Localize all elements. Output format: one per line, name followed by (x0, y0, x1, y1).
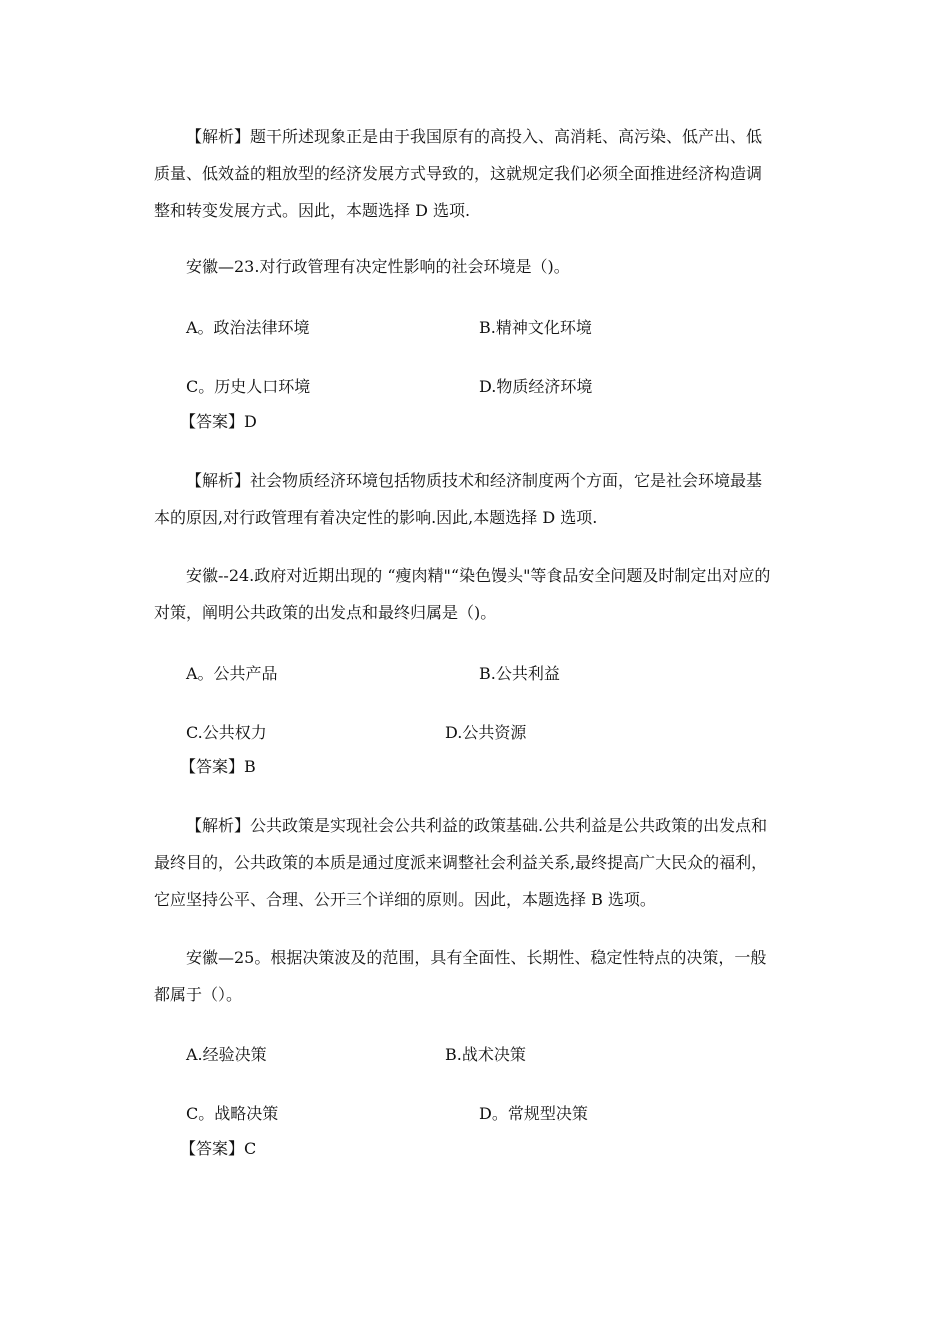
analysis-line: 本的原因,对行政管理有着决定性的影响.因此,本题选择 D 选项. (154, 508, 598, 527)
option-d: D。常规型决策 (479, 1104, 588, 1123)
answer-label: 【答案】D (180, 412, 257, 431)
option-b: B.精神文化环境 (479, 318, 592, 337)
question-stem: 安徽--24.政府对近期出现的 “瘦肉精"“染色馒头"等食品安全问题及时制定出对应的 (186, 566, 771, 585)
option-d: D.物质经济环境 (479, 377, 593, 396)
question-stem: 安徽—23.对行政管理有决定性影响的社会环境是（)。 (186, 257, 570, 276)
option-a: A。公共产品 (186, 664, 278, 683)
option-a: A。政治法律环境 (186, 318, 310, 337)
analysis-line: 质量、低效益的粗放型的经济发展方式导致的，这就规定我们必须全面推进经济构造调 (154, 164, 763, 183)
question-stem: 安徽—25。根据决策波及的范围，具有全面性、长期性、稳定性特点的决策，一般 (186, 948, 767, 967)
analysis-line: 【解析】社会物质经济环境包括物质技术和经济制度两个方面，它是社会环境最基 (186, 471, 763, 490)
answer-label: 【答案】B (180, 757, 256, 776)
answer-label: 【答案】C (180, 1139, 257, 1158)
analysis-line: 【解析】题干所述现象正是由于我国原有的高投入、高消耗、高污染、低产出、低 (186, 127, 763, 146)
question-stem: 都属于（）。 (154, 985, 243, 1004)
analysis-line: 它应坚持公平、合理、公开三个详细的原则。因此，本题选择 B 选项。 (154, 890, 656, 909)
analysis-line: 整和转变发展方式。因此，本题选择 D 选项. (154, 201, 471, 220)
option-c: C。战略决策 (186, 1104, 279, 1123)
analysis-line: 最终目的，公共政策的本质是通过度派来调整社会利益关系,最终提高广大民众的福利， (154, 853, 768, 872)
analysis-line: 【解析】公共政策是实现社会公共利益的政策基础.公共利益是公共政策的出发点和 (186, 816, 768, 835)
option-b: B.公共利益 (479, 664, 560, 683)
option-b: B.战术决策 (445, 1045, 526, 1064)
option-c: C。历史人口环境 (186, 377, 311, 396)
option-d: D.公共资源 (445, 723, 527, 742)
option-a: A.经验决策 (186, 1045, 267, 1064)
option-c: C.公共权力 (186, 723, 267, 742)
question-stem: 对策，阐明公共政策的出发点和最终归属是（)。 (154, 603, 497, 622)
